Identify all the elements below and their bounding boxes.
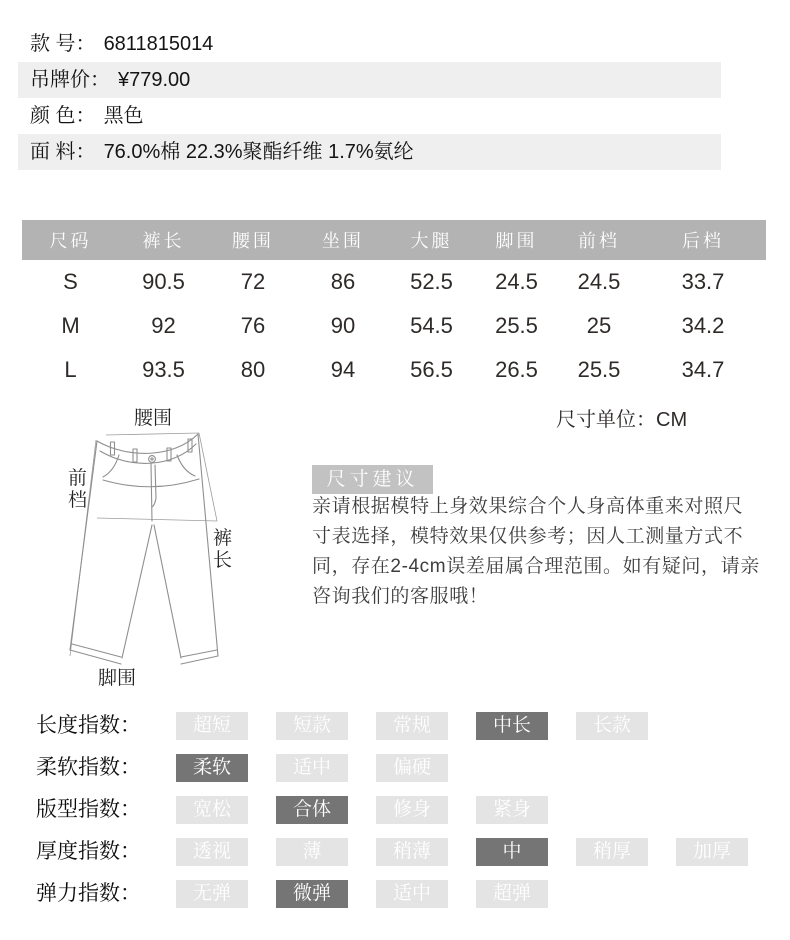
diagram-label-pant-length: 裤长 (213, 528, 233, 571)
index-chip: 常规 (376, 712, 448, 740)
info-row-3 (18, 98, 721, 134)
index-chip: 无弹 (176, 880, 248, 908)
index-chip-group (176, 796, 576, 824)
index-row-4 (0, 838, 790, 866)
index-row-label: 柔软指数： (36, 756, 141, 779)
index-row-3 (0, 796, 790, 824)
size-table-body (22, 260, 766, 392)
index-chip: 稍厚 (576, 838, 648, 866)
index-chip-group (176, 880, 576, 908)
size-table-cell: 76 (240, 313, 266, 338)
size-table-cell: 34.2 (681, 313, 725, 338)
index-chip-selected: 微弹 (276, 880, 348, 908)
size-table-header-cell: 尺码 (22, 220, 119, 260)
pants-drawing-icon (50, 418, 280, 690)
index-row-2 (0, 754, 790, 782)
info-row-2 (18, 62, 721, 98)
size-table-header-cell: 腰围 (208, 220, 298, 260)
size-advice-text: 亲请根据模特上身效果综合个人身高体重来对照尺寸表选择，模特效果仅供参考；因人工测量方式不同，存在2-4cm误差届属合理范围。如有疑问，请亲咨询我们的客服哦！ (312, 496, 760, 607)
size-table-header-cell: 裤长 (119, 220, 208, 260)
index-chip: 适中 (376, 880, 448, 908)
size-table-cell: 24.5 (495, 269, 538, 294)
index-chip-selected: 中长 (476, 712, 548, 740)
size-table (22, 220, 766, 392)
size-table-cell: 94 (330, 357, 356, 382)
unit-note: 尺寸单位：CM (556, 409, 688, 431)
index-row-5 (0, 880, 790, 908)
size-table-header-cell: 后档 (640, 220, 766, 260)
diagram-label-front-rise: 前档 (68, 468, 88, 511)
diagram-label-leg-opening: 脚围 (98, 668, 137, 689)
index-chip-group (176, 754, 476, 782)
size-table-cell: L (64, 357, 77, 382)
index-chip: 超弹 (476, 880, 548, 908)
size-advice-title: 尺寸建议 (312, 465, 433, 494)
index-chip-selected: 中 (476, 838, 548, 866)
info-label: 颜 色： (30, 105, 96, 127)
size-table-header-cell: 脚围 (475, 220, 558, 260)
index-chip-group (176, 838, 776, 866)
index-chip: 紧身 (476, 796, 548, 824)
size-table-row (22, 260, 766, 304)
size-table-cell: 80 (240, 357, 266, 382)
size-table-cell: 33.7 (681, 269, 725, 294)
index-chip: 超短 (176, 712, 248, 740)
info-value: 76.0%棉 22.3%聚酯纤维 1.7%氨纶 (103, 141, 414, 163)
index-chip-selected: 合体 (276, 796, 348, 824)
index-row-label: 版型指数： (36, 798, 141, 821)
size-table-cell: M (61, 313, 80, 338)
size-table-cell: 25 (586, 313, 612, 338)
size-table-cell: 25.5 (495, 313, 538, 338)
info-value: ¥779.00 (118, 69, 191, 91)
size-table-cell: 34.7 (681, 357, 725, 382)
size-table-cell: 56.5 (410, 357, 453, 382)
size-table-header-cell: 大腿 (388, 220, 475, 260)
index-chip: 宽松 (176, 796, 248, 824)
info-row-1 (18, 26, 721, 62)
size-table-cell: S (63, 269, 78, 294)
size-table-cell: 90 (330, 313, 356, 338)
index-chip: 稍薄 (376, 838, 448, 866)
size-table-cell: 54.5 (410, 313, 453, 338)
index-row-label: 厚度指数： (36, 840, 141, 863)
index-row-label: 弹力指数： (36, 882, 141, 905)
size-table-cell: 25.5 (577, 357, 621, 382)
info-value: 6811815014 (103, 33, 214, 55)
size-table-cell: 24.5 (577, 269, 621, 294)
size-table-header-cell: 坐围 (298, 220, 388, 260)
size-table-cell: 92 (151, 313, 176, 338)
info-row-4 (18, 134, 721, 170)
info-label: 吊牌价： (30, 69, 110, 91)
index-row-label: 长度指数： (36, 714, 141, 737)
index-chip: 加厚 (676, 838, 748, 866)
size-table-row (22, 348, 766, 392)
index-chip: 短款 (276, 712, 348, 740)
index-chip: 透视 (176, 838, 248, 866)
info-label: 款 号： (30, 33, 96, 55)
size-table-cell: 90.5 (142, 269, 185, 294)
index-chip: 薄 (276, 838, 348, 866)
size-table-cell: 52.5 (410, 269, 453, 294)
index-chip: 适中 (276, 754, 348, 782)
size-table-cell: 72 (240, 269, 266, 294)
size-table-cell: 86 (330, 269, 356, 294)
index-chip: 偏硬 (376, 754, 448, 782)
diagram-label-waist: 腰围 (134, 408, 173, 429)
index-chip-selected: 柔软 (176, 754, 248, 782)
size-table-cell: 93.5 (142, 357, 185, 382)
size-table-cell: 26.5 (495, 357, 538, 382)
index-chip: 长款 (576, 712, 648, 740)
size-table-row (22, 304, 766, 348)
index-chip: 修身 (376, 796, 448, 824)
info-label: 面 料： (30, 141, 96, 163)
size-table-header-cell: 前档 (558, 220, 640, 260)
pants-diagram (0, 400, 310, 700)
index-row-1 (0, 712, 790, 740)
index-chip-group (176, 712, 676, 740)
info-value: 黑色 (103, 105, 144, 127)
size-table-header (22, 220, 766, 260)
